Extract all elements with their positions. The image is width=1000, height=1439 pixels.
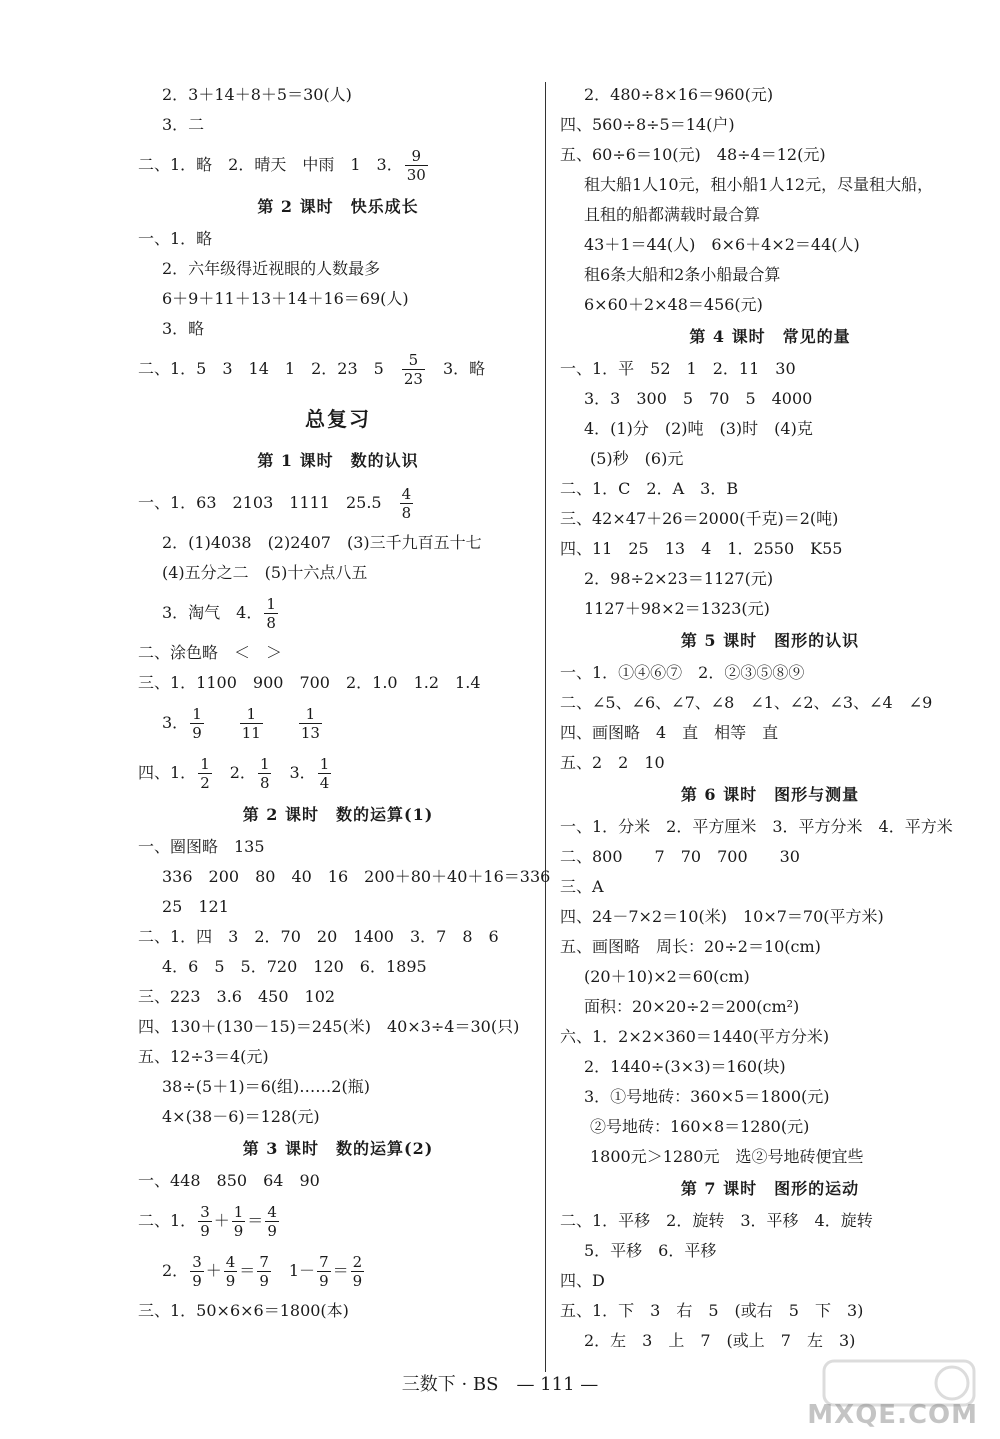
answer-line: 一、1．略 (138, 229, 213, 248)
right-column (560, 80, 980, 1356)
fraction: $\frac{2}{9}$ (352, 1253, 363, 1290)
fraction: $\frac{1}{8}$ (259, 755, 270, 792)
answer-line: 一、圈图略 135 (138, 837, 265, 856)
fraction: $\frac{1}{9}$ (192, 705, 202, 742)
fraction: $\frac{1}{13}$ (300, 705, 320, 742)
answer-line: 4．(1)分 (2)吨 (3)时 (4)克 (584, 419, 813, 438)
fraction: $\frac{9}{30}$ (406, 147, 426, 184)
answer-line: 5．平移 6．平移 (584, 1241, 717, 1260)
answer-line: 1127＋98×2＝1323(元) (584, 599, 770, 618)
answer-line: 面积：20×20÷2＝200(cm²) (584, 997, 800, 1016)
answer-line: 四、D (560, 1271, 605, 1290)
answer-line: 6×60＋2×48＝456(元) (584, 295, 763, 314)
fraction: $\frac{3}{9}$ (192, 1253, 202, 1290)
fraction: $\frac{1}{9}$ (233, 1203, 244, 1240)
answer-line: 2． $\frac{3}{9}$ ＋ $\frac{4}{9}$ ＝ $\frac{7}{9}$ 1－ $\frac{7}{9}$ ＝ $\frac{2}{9}$ (162, 1253, 363, 1290)
answer-line: 四、1． $\frac{1}{2}$ 2． $\frac{1}{8}$ 3． $\frac{1}{4}$ (138, 755, 330, 792)
answer-line: 2．480÷8×16＝960(元) (584, 85, 774, 104)
fraction: $\frac{3}{9}$ (200, 1203, 210, 1240)
answer-line: 2．六年级得近视眼的人数最多 (162, 259, 381, 278)
answer-line: (20＋10)×2＝60(cm) (584, 967, 750, 986)
answer-line: 一、1．分米 2．平方厘米 3．平方分米 4．平方米 (560, 817, 953, 836)
fraction: $\frac{4}{9}$ (225, 1253, 236, 1290)
answer-line: 2．3＋14＋8＋5＝30(人) (162, 85, 352, 104)
lesson-title: 第 2 课时 快乐成长 (257, 197, 419, 216)
answer-line: 2．左 3 上 7 (或上 7 左 3) (584, 1331, 856, 1350)
lesson-title: 第 1 课时 数的认识 (257, 451, 419, 470)
answer-line: 一、1．63 2103 1111 25.5 $\frac{4}{8}$ (138, 485, 412, 522)
answer-line: 3．淘气 4． $\frac{1}{8}$ (162, 595, 276, 632)
answer-line: 四、560÷8÷5＝14(户) (560, 115, 735, 134)
answer-line: 三、1．1100 900 700 2．1.0 1.2 1.4 (138, 673, 481, 692)
answer-line: 四、130＋(130－15)＝245(米) 40×3÷4＝30(只) (138, 1017, 520, 1036)
answer-line: 且租的船都满载时最合算 (584, 205, 761, 224)
fraction: $\frac{1}{11}$ (241, 705, 261, 742)
answer-line: 1800元＞1280元 选②号地砖便宜些 (590, 1147, 864, 1166)
answer-line: 二、1．5 3 14 1 2．23 5 $\frac{5}{23}$ 3．略 (138, 351, 486, 388)
lesson-title: 第 2 课时 数的运算(1) (242, 805, 434, 824)
answer-line: 3． $\frac{1}{9}$ $\frac{1}{11}$ $\frac{1}{13}$ (162, 705, 320, 742)
answer-line: 五、2 2 10 (560, 753, 665, 772)
answer-line: 五、1．下 3 右 5 (或右 5 下 3) (560, 1301, 864, 1320)
answer-line: 3．二 (162, 115, 205, 134)
answer-line: 38÷(5＋1)＝6(组)……2(瓶) (162, 1077, 370, 1096)
lesson-title: 第 4 课时 常见的量 (689, 327, 851, 346)
answer-line: 3．略 (162, 319, 205, 338)
watermark-text: MXQE.COM (807, 1400, 978, 1430)
answer-line: 2．98÷2×23＝1127(元) (584, 569, 774, 588)
answer-line: 6＋9＋11＋13＋14＋16＝69(人) (162, 289, 409, 308)
answer-line: 租大船1人10元，租小船1人12元，尽量租大船， (584, 175, 934, 194)
answer-line: 租6条大船和2条小船最合算 (584, 265, 781, 284)
answer-line: 3．①号地砖：360×5＝1800(元) (584, 1087, 830, 1106)
answer-line: 一、1．平 52 1 2．11 30 (560, 359, 796, 378)
answer-line: 四、画图略 4 直 相等 直 (560, 723, 779, 742)
fraction: $\frac{4}{8}$ (401, 485, 412, 522)
column-divider (545, 82, 546, 1372)
answer-line: 25 121 (162, 897, 229, 916)
answer-line: 336 200 80 40 16 200＋80＋40＋16＝336 (162, 867, 551, 886)
answer-text: 二、1．略 2．晴天 中雨 1 3． (138, 155, 403, 174)
answer-line: 二、1．平移 2．旋转 3．平移 4．旋转 (560, 1211, 873, 1230)
lesson-title: 第 7 课时 图形的运动 (680, 1179, 860, 1198)
fraction: $\frac{1}{8}$ (266, 595, 276, 632)
answer-line: ②号地砖：160×8＝1280(元) (590, 1117, 810, 1136)
answer-line: 四、11 25 13 4 1．2550 K55 (560, 539, 843, 558)
answer-line: 六、1．2×2×360＝1440(平方分米) (560, 1027, 830, 1046)
answer-line: 五、画图略 周长：20÷2＝10(cm) (560, 937, 821, 956)
answer-line (138, 140, 538, 190)
lesson-title: 第 6 课时 图形与测量 (680, 785, 860, 804)
answer-line: 三、A (560, 877, 604, 896)
answer-line: 五、60÷6＝10(元) 48÷4＝12(元) (560, 145, 826, 164)
left-column (138, 80, 551, 1326)
answer-line: 二、800 7 70 700 30 (560, 847, 800, 866)
answer-line: 3．3 300 5 70 5 4000 (584, 389, 813, 408)
answer-line: 2．1440÷(3×3)＝160(块) (584, 1057, 786, 1076)
answer-line: 二、1． $\frac{3}{9}$ ＋ $\frac{1}{9}$ ＝ $\frac{4}{9}$ (138, 1203, 277, 1240)
fraction: $\frac{4}{9}$ (267, 1203, 277, 1240)
answer-line: 五、12÷3＝4(元) (138, 1047, 269, 1066)
answer-line: 4．6 5 5．720 120 6．1895 (162, 957, 427, 976)
page-footer: 三数下 · BS — 111 — (401, 1374, 599, 1395)
fraction: $\frac{1}{4}$ (319, 755, 330, 792)
answer-line: 一、448 850 64 90 (138, 1171, 320, 1190)
answer-line: 三、223 3.6 450 102 (138, 987, 336, 1006)
answer-line: (5)秒 (6)元 (590, 449, 684, 468)
fraction: $\frac{5}{23}$ (403, 351, 423, 388)
fraction: $\frac{7}{9}$ (319, 1253, 329, 1290)
lesson-title: 第 5 课时 图形的认识 (680, 631, 860, 650)
answer-line: 二、1．C 2．A 3．B (560, 479, 739, 498)
answer-line: 二、1．四 3 2．70 20 1400 3．7 8 6 (138, 927, 499, 946)
answer-line: 4×(38－6)＝128(元) (162, 1107, 320, 1126)
answer-line: 二、∠5、∠6、∠7、∠8 ∠1、∠2、∠3、∠4 ∠9 (560, 693, 933, 712)
fraction: $\frac{7}{9}$ (259, 1253, 269, 1290)
answer-line: 三、42×47＋26＝2000(千克)＝2(吨) (560, 509, 839, 528)
answer-line: 三、1．50×6×6＝1800(本) (138, 1301, 349, 1320)
answer-line: 2．(1)4038 (2)2407 (3)三千九百五十七 (162, 533, 482, 552)
fraction: $\frac{1}{2}$ (200, 755, 210, 792)
section-title: 总复习 (305, 407, 371, 431)
answer-line: 43＋1＝44(人) 6×6＋4×2＝44(人) (584, 235, 860, 254)
answer-line: (4)五分之二 (5)十六点八五 (162, 563, 368, 582)
answer-line: 二、涂色略 ＜ ＞ (138, 643, 283, 662)
answer-line: 一、1．①④⑥⑦ 2．②③⑤⑧⑨ (560, 663, 805, 682)
lesson-title: 第 3 课时 数的运算(2) (242, 1139, 434, 1158)
answer-line: 四、24－7×2＝10(米) 10×7＝70(平方米) (560, 907, 884, 926)
